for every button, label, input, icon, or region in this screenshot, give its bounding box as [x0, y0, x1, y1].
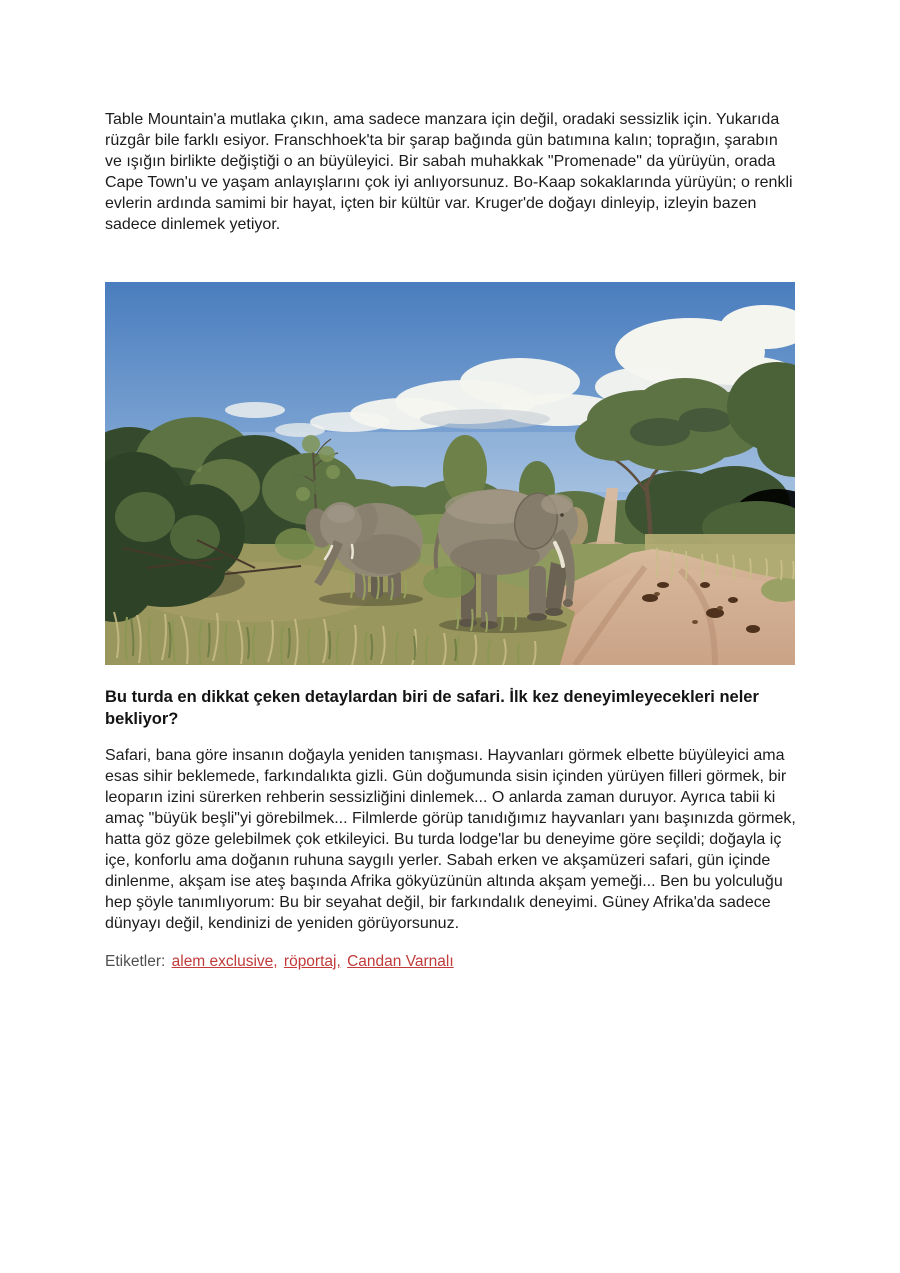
tag-link-candan-varnali[interactable]: Candan Varnalı: [347, 953, 454, 970]
intro-paragraph: Table Mountain'a mutlaka çıkın, ama sadece manzara için değil, oradaki sessizlik için. Yukarıda rüzgâr bile farklı esiyor. Franschhoek'ta bir şarap bağında gün batımına kalın; toprağın, şarabın ve ışığın birlikte değiştiği o an büyüleyici. Bir sabah muhakkak "Promenade" da yürüyün, orada Cape Town'u ve yaşam anlayışlarını çok iyi anlıyorsunuz. Bo-Kaap sokaklarında yürüyün; o renkli evlerin ardında samimi bir hayat, içten bir kültür var. Kruger'de doğayı dinleyip, izleyin bazen sadece dinlemek yetiyor.: [105, 111, 793, 233]
tags-label: Etiketler:: [105, 953, 166, 970]
tags-row: [105, 951, 797, 972]
article-content: [105, 109, 797, 972]
tag-link-alem-exclusive[interactable]: alem exclusive,: [171, 953, 278, 970]
safari-photo: [105, 282, 795, 665]
interview-question-heading: Bu turda en dikkat çeken detaylardan biri de safari. İlk kez deneyimleyecekleri neler bekliyor?: [105, 688, 759, 728]
answer-paragraph: Safari, bana göre insanın doğayla yeniden tanışması. Hayvanları görmek elbette büyüleyici ama esas sihir beklemede, farkındalıkta gizli. Gün doğumunda sisin içinden yürüyen filleri görmek, bir leoparın izini sürerken rehberin sessizliğini dinlemek... O anlarda zaman duruyor. Ayrıca tabii ki amaç "büyük beşli"yi görebilmek... Filmlerde görüp tanıdığımız hayvanları yanı başınızda görmek, hatta göz göze gelebilmek çok etkileyici. Bu turda lodge'lar bu deneyime göre seçildi; doğayla iç içe, konforlu ama doğanın ruhuna saygılı yerler. Sabah erken ve akşamüzeri safari, gün içinde dinlenme, akşam ise ateş başında Afrika gökyüzünün altında akşam yemeği... Ben bu yolculuğu hep şöyle tanımlıyorum: Bu bir seyahat değil, bir farkındalık deneyimi. Güney Afrika'da sadece dünyayı değil, kendinizi de yeniden görüyorsunuz.: [105, 747, 796, 932]
safari-photo-illustration: [105, 282, 795, 665]
tag-link-roportaj[interactable]: röportaj,: [283, 953, 341, 970]
